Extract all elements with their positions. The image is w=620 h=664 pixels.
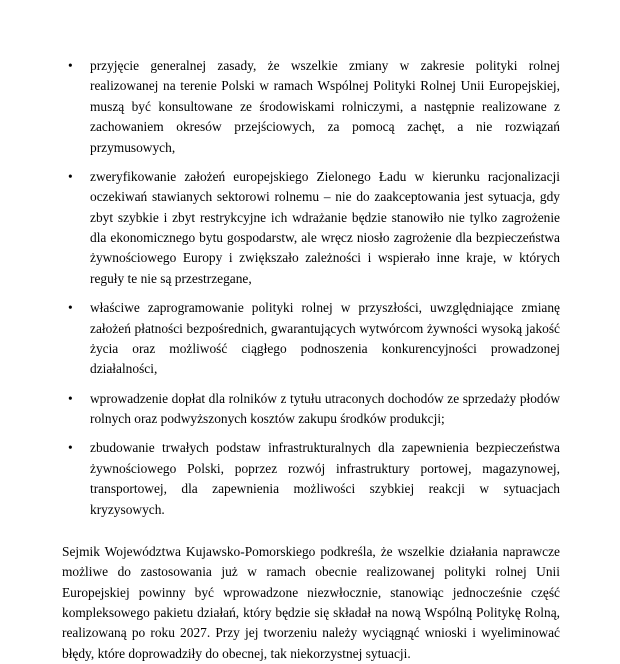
demands-bullet-list xyxy=(62,56,560,520)
bullet-icon: • xyxy=(68,58,73,73)
list-item-text: zbudowanie trwałych podstaw infrastrukturalnych dla zapewnienia bezpieczeństwa żywnościowego Polski, poprzez rozwój infrastruktury portowej, magazynowej, transportowej, dla zapewnienia możliwości szybkiej reakcji w sytuacjach kryzysowych. xyxy=(90,440,560,517)
list-item xyxy=(62,298,560,380)
list-item-text: wprowadzenie dopłat dla rolników z tytułu utraconych dochodów ze sprzedaży płodów rolnych oraz podwyższonych kosztów zakupu środków produkcji; xyxy=(90,390,560,426)
bullet-icon: • xyxy=(68,168,73,184)
list-item xyxy=(62,389,560,430)
list-item-text: zweryfikowanie założeń europejskiego Zielonego Ładu w kierunku racjonalizacji oczekiwań stawianych sektorowi rolnemu – nie do zaakceptowania jest sytuacja, gdy zbyt szybkie i zbyt restrykcyjne ich wdrażanie będzie stanowiło nie tylko zagrożenie dla ekonomicznego bytu gospodarstw, ale wręcz niosło zagrożenie dla bezpieczeństwa żywnościowego Europy i zwiększało zależności i wspierało inne kraje, w których reguły te nie są przestrzegane, xyxy=(90,168,560,286)
bullet-icon: • xyxy=(68,390,73,406)
list-item-text: przyjęcie generalnej zasady, że wszelkie zmiany w zakresie polityki rolnej realizowanej na terenie Polski w ramach Wspólnej Polityki Rolnej Unii Europejskiej, muszą być konsultowane ze środowiskami rolniczymi, a następnie realizowane z zachowaniem okresów przejściowych, za pomocą zachęt, a nie rozwiązań przymusowych, xyxy=(90,58,560,155)
bullet-icon: • xyxy=(68,300,73,316)
bullet-icon: • xyxy=(68,440,73,456)
list-item-text: właściwe zaprogramowanie polityki rolnej w przyszłości, uwzględniające zmianę założeń płatności bezpośrednich, gwarantujących wytwórcom żywności wysoką jakość życia oraz możliwość ciągłego podnoszenia konkurencyjności prowadzonej działalności, xyxy=(90,300,560,377)
list-item xyxy=(62,438,560,520)
list-item xyxy=(62,167,560,289)
list-item xyxy=(62,56,560,158)
closing-paragraph: Sejmik Województwa Kujawsko-Pomorskiego podkreśla, że wszelkie działania naprawcze możliwe do zastosowania już w ramach obecnie realizowanej polityki rolnej Unii Europejskiej powinny być wprowadzone niezwłocznie, stanowiąc jednocześnie część kompleksowego pakietu działań, który będzie się składał na nową Wspólną Politykę Rolną, realizowaną po roku 2027. Przy jej tworzeniu należy wyciągnąć wnioski i wyeliminować błędy, które doprowadziły do obecnej, tak niekorzystnej sytuacji. xyxy=(62,543,560,661)
